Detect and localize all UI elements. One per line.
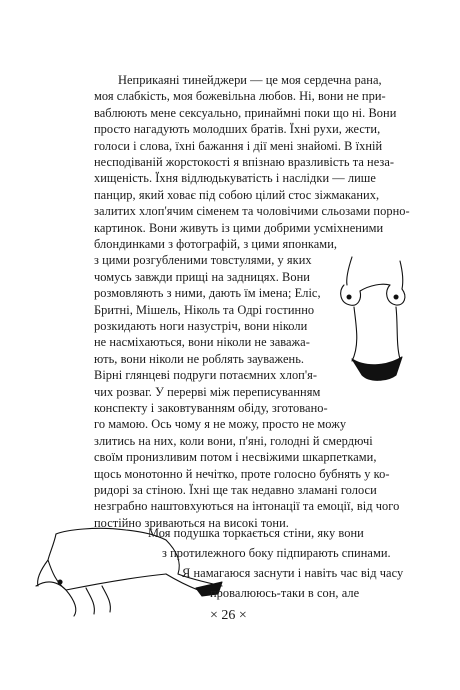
text-line: несподіваній жорстокості я впізнаю вразливість та неза-	[94, 155, 395, 169]
text-line: з протилежного боку підпирають спинами.	[162, 546, 391, 560]
text-line: блондинками з фотографій, з цими японками,	[94, 237, 338, 251]
torso-sketch-illustration	[330, 255, 420, 395]
text-line: незграбно наштовхуються на інтонації та емоції, від чого	[94, 499, 400, 514]
text-line: розкидають ноги назустріч, вони ніколи	[94, 319, 308, 333]
text-line: Неприкаяні тинейджери — це моя сердечна рана,	[118, 73, 382, 87]
text-line: злитись на них, коли вони, п'яні, голодні й смердючі	[94, 433, 373, 448]
text-line: залитих хлоп'ячим сіменем та чоловічими сльозами порно-	[94, 204, 410, 219]
text-line: картинок. Вони живуть із цими добрими усміхненими	[94, 220, 384, 235]
text-line: Я намагаюся заснути і навіть час від часу	[182, 566, 404, 580]
text-line: конспекту і заковтуванням обіду, зготовано-	[94, 401, 328, 415]
text-line: Бритні, Мішель, Ніколь та Одрі гостинно	[94, 302, 315, 317]
text-line: панцир, який ховає під собою цілий стос зіжмаканих,	[94, 187, 380, 202]
text-line: розмовляють з ними, дають їм імена; Еліс,	[94, 286, 321, 301]
text-line: моя слабкість, моя божевільна любов. Ні, вони не при-	[94, 89, 386, 104]
text-line: хищеність. Їхня відлюдькуватість і наслідки — лише	[94, 171, 376, 186]
text-line: ридорі за стіною. Їхні ще так недавно зламані голоси	[94, 483, 377, 497]
page-number: × 26 ×	[210, 608, 247, 623]
text-line: чих розваг. У перерві між переписуванням	[94, 384, 321, 399]
text-line: не насміхаються, вони ніколи не заважа-	[94, 335, 310, 350]
text-line: голоси і слова, їхні бажання і дії мені знайомі. В їхній	[94, 138, 383, 153]
text-line: го мамою. Ось чому я не можу, просто не можу	[94, 417, 347, 432]
text-line: ють, вони ніколи не роблять зауважень.	[94, 351, 305, 366]
text-line: постійно зриваються на високі тони.	[94, 515, 289, 530]
text-line: провалююсь-таки в сон, але	[210, 586, 360, 600]
text-line: Вірні глянцеві подруги потаємних хлоп'я-	[94, 368, 318, 383]
text-line: з цими розгубленими товстулями, у яких	[94, 253, 312, 268]
text-line: чомусь завжди прищі на задницях. Вони	[94, 269, 310, 284]
text-line: Моя подушка торкається стіни, яку вони	[148, 526, 364, 540]
text-line: щось монотонно й нечітко, проте голосно бубнять у ко-	[94, 466, 390, 481]
text-line: своїм пронизливим потом і несвіжими шкарпетками,	[94, 450, 377, 465]
text-line: ваблюють мене сексуально, принаймні поки що ні. Вони	[94, 105, 397, 120]
text-line: просто нагадують молодших братів. Їхні рухи, жести,	[94, 122, 381, 137]
